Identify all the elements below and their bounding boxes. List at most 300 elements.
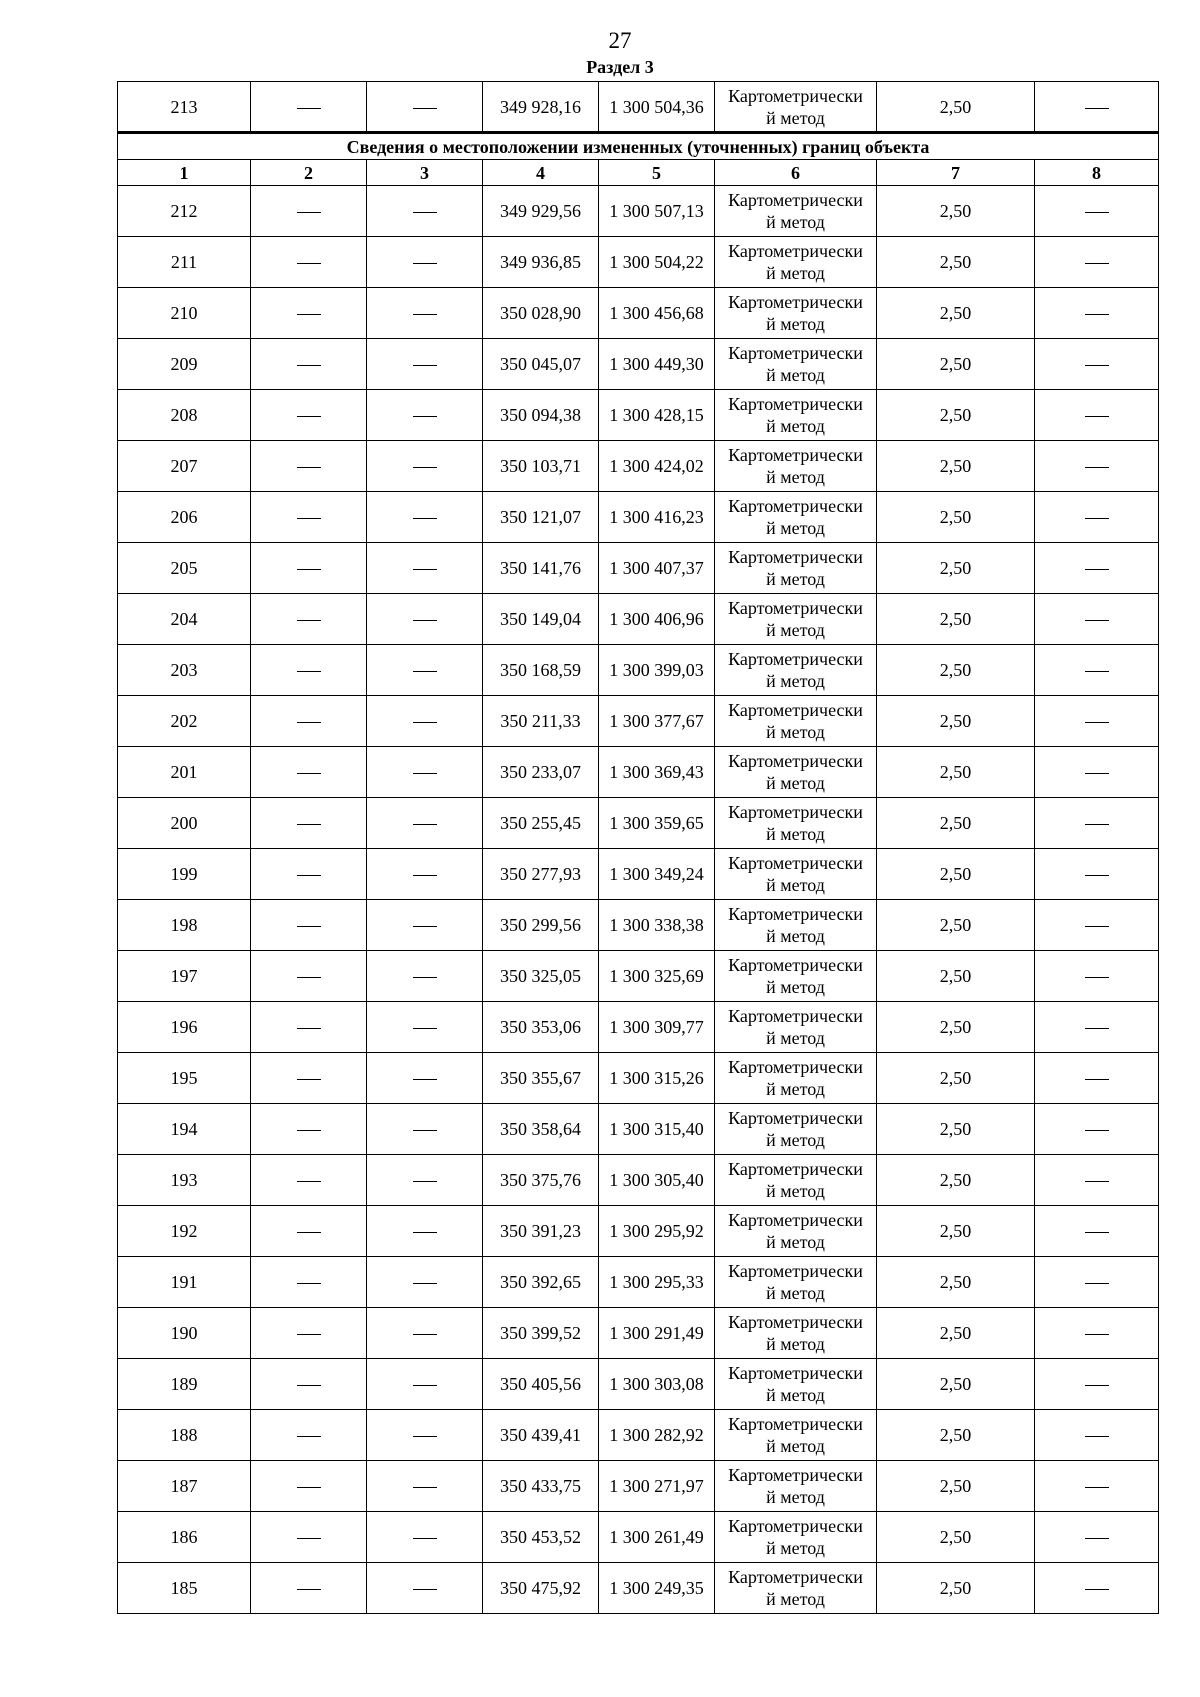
table-row [118, 1002, 1159, 1053]
y-coordinate: 1 300 261,49 [599, 1512, 715, 1563]
y-coordinate: 1 300 309,77 [599, 1002, 715, 1053]
method-line-1: Картометрически [728, 1159, 863, 1179]
dash-mark [297, 1487, 321, 1488]
y-coordinate: 1 300 303,08 [599, 1359, 715, 1410]
method-line-1: Картометрически [728, 1057, 863, 1077]
empty-cell-dash [367, 492, 483, 543]
method-line-2: й метод [766, 1028, 825, 1048]
y-coordinate: 1 300 369,43 [599, 747, 715, 798]
dash-mark [297, 824, 321, 825]
point-number: 202 [118, 696, 251, 747]
dash-mark [413, 1589, 437, 1590]
x-coordinate: 350 103,71 [483, 441, 599, 492]
method-line-1: Картометрически [728, 1363, 863, 1383]
empty-cell-dash [251, 594, 367, 645]
empty-cell-dash [367, 1155, 483, 1206]
table-row [118, 798, 1159, 849]
x-coordinate: 350 391,23 [483, 1206, 599, 1257]
column-number-1: 1 [118, 160, 251, 186]
dash-mark [413, 416, 437, 417]
y-coordinate: 1 300 507,13 [599, 186, 715, 237]
empty-cell-dash [1035, 1563, 1159, 1614]
method-line-1: Картометрически [728, 1312, 863, 1332]
dash-mark [297, 467, 321, 468]
accuracy-value: 2,50 [877, 696, 1035, 747]
y-coordinate: 1 300 315,40 [599, 1104, 715, 1155]
empty-cell-dash [367, 1002, 483, 1053]
accuracy-value: 2,50 [877, 1155, 1035, 1206]
empty-cell-dash [251, 1512, 367, 1563]
x-coordinate: 350 277,93 [483, 849, 599, 900]
empty-cell-dash [1035, 82, 1159, 133]
empty-cell-dash [1035, 543, 1159, 594]
empty-cell-dash [367, 1104, 483, 1155]
y-coordinate: 1 300 315,26 [599, 1053, 715, 1104]
table-row [118, 900, 1159, 951]
empty-cell-dash [1035, 951, 1159, 1002]
table-row [118, 1563, 1159, 1614]
accuracy-value: 2,50 [877, 339, 1035, 390]
x-coordinate: 350 353,06 [483, 1002, 599, 1053]
empty-cell-dash [1035, 1002, 1159, 1053]
method-line-1: Картометрически [728, 700, 863, 720]
accuracy-value: 2,50 [877, 543, 1035, 594]
dash-mark [1085, 1028, 1109, 1029]
dash-mark [413, 722, 437, 723]
dash-mark [1085, 671, 1109, 672]
dash-mark [413, 518, 437, 519]
accuracy-value: 2,50 [877, 288, 1035, 339]
empty-cell-dash [251, 696, 367, 747]
empty-cell-dash [367, 441, 483, 492]
method-cell [715, 390, 877, 441]
empty-cell-dash [251, 900, 367, 951]
accuracy-value: 2,50 [877, 951, 1035, 1002]
method-line-1: Картометрически [728, 1006, 863, 1026]
empty-cell-dash [251, 441, 367, 492]
y-coordinate: 1 300 407,37 [599, 543, 715, 594]
point-number: 188 [118, 1410, 251, 1461]
empty-cell-dash [367, 390, 483, 441]
y-coordinate: 1 300 416,23 [599, 492, 715, 543]
table-row [118, 1359, 1159, 1410]
accuracy-value: 2,50 [877, 1563, 1035, 1614]
dash-mark [1085, 569, 1109, 570]
empty-cell-dash [367, 543, 483, 594]
y-coordinate: 1 300 377,67 [599, 696, 715, 747]
point-number: 192 [118, 1206, 251, 1257]
empty-cell-dash [251, 390, 367, 441]
point-number: 199 [118, 849, 251, 900]
dash-mark [413, 773, 437, 774]
x-coordinate: 350 211,33 [483, 696, 599, 747]
point-number: 194 [118, 1104, 251, 1155]
point-number: 185 [118, 1563, 251, 1614]
dash-mark [413, 1028, 437, 1029]
method-cell [715, 951, 877, 1002]
table-row [118, 1155, 1159, 1206]
empty-cell-dash [367, 645, 483, 696]
empty-cell-dash [1035, 1104, 1159, 1155]
point-number: 204 [118, 594, 251, 645]
dash-mark [413, 1232, 437, 1233]
accuracy-value: 2,50 [877, 1002, 1035, 1053]
empty-cell-dash [1035, 1308, 1159, 1359]
method-cell [715, 1053, 877, 1104]
method-cell [715, 798, 877, 849]
dash-mark [297, 314, 321, 315]
dash-mark [1085, 620, 1109, 621]
accuracy-value: 2,50 [877, 1053, 1035, 1104]
x-coordinate: 349 928,16 [483, 82, 599, 133]
method-cell [715, 1104, 877, 1155]
table-caption: Сведения о местоположении измененных (уточненных) границ объекта [118, 133, 1159, 160]
method-line-1: Картометрически [728, 904, 863, 924]
table-row [118, 288, 1159, 339]
dash-mark [1085, 1232, 1109, 1233]
point-number: 200 [118, 798, 251, 849]
empty-cell-dash [251, 339, 367, 390]
empty-cell-dash [251, 849, 367, 900]
x-coordinate: 350 405,56 [483, 1359, 599, 1410]
column-number-2: 2 [251, 160, 367, 186]
table-row [118, 543, 1159, 594]
dash-mark [297, 875, 321, 876]
empty-cell-dash [251, 237, 367, 288]
empty-cell-dash [251, 1257, 367, 1308]
y-coordinate: 1 300 456,68 [599, 288, 715, 339]
table-row [118, 747, 1159, 798]
empty-cell-dash [1035, 747, 1159, 798]
method-line-1: Картометрически [728, 598, 863, 618]
dash-mark [297, 518, 321, 519]
dash-mark [413, 671, 437, 672]
method-line-2: й метод [766, 1487, 825, 1507]
x-coordinate: 350 141,76 [483, 543, 599, 594]
method-line-1: Картометрически [728, 394, 863, 414]
dash-mark [1085, 108, 1109, 109]
dash-mark [297, 263, 321, 264]
x-coordinate: 350 375,76 [483, 1155, 599, 1206]
empty-cell-dash [251, 1461, 367, 1512]
dash-mark [413, 1130, 437, 1131]
method-cell [715, 82, 877, 133]
method-cell [715, 1206, 877, 1257]
x-coordinate: 350 325,05 [483, 951, 599, 1002]
empty-cell-dash [1035, 237, 1159, 288]
empty-cell-dash [1035, 186, 1159, 237]
empty-cell-dash [1035, 441, 1159, 492]
method-line-2: й метод [766, 212, 825, 232]
method-line-2: й метод [766, 773, 825, 793]
empty-cell-dash [1035, 1257, 1159, 1308]
dash-mark [297, 1385, 321, 1386]
dash-mark [297, 1232, 321, 1233]
empty-cell-dash [1035, 1359, 1159, 1410]
x-coordinate: 350 233,07 [483, 747, 599, 798]
empty-cell-dash [367, 798, 483, 849]
method-line-1: Картометрически [728, 292, 863, 312]
dash-mark [297, 569, 321, 570]
method-cell [715, 900, 877, 951]
method-line-1: Картометрически [728, 190, 863, 210]
table-row [118, 1206, 1159, 1257]
column-number-5: 5 [599, 160, 715, 186]
method-cell [715, 645, 877, 696]
x-coordinate: 350 433,75 [483, 1461, 599, 1512]
x-coordinate: 350 168,59 [483, 645, 599, 696]
x-coordinate: 350 255,45 [483, 798, 599, 849]
y-coordinate: 1 300 504,22 [599, 237, 715, 288]
empty-cell-dash [1035, 900, 1159, 951]
table-row [118, 1461, 1159, 1512]
y-coordinate: 1 300 338,38 [599, 900, 715, 951]
dash-mark [413, 1436, 437, 1437]
method-line-1: Картометрически [728, 853, 863, 873]
column-number-7: 7 [877, 160, 1035, 186]
empty-cell-dash [251, 951, 367, 1002]
empty-cell-dash [1035, 390, 1159, 441]
method-line-2: й метод [766, 365, 825, 385]
y-coordinate: 1 300 282,92 [599, 1410, 715, 1461]
dash-mark [1085, 467, 1109, 468]
method-line-1: Картометрически [728, 343, 863, 363]
point-number: 198 [118, 900, 251, 951]
dash-mark [297, 773, 321, 774]
method-line-1: Картометрически [728, 955, 863, 975]
dash-mark [1085, 1538, 1109, 1539]
method-cell [715, 441, 877, 492]
method-cell [715, 492, 877, 543]
dash-mark [1085, 263, 1109, 264]
method-line-1: Картометрически [728, 802, 863, 822]
empty-cell-dash [367, 339, 483, 390]
dash-mark [297, 1130, 321, 1131]
method-cell [715, 1002, 877, 1053]
dash-mark [1085, 1385, 1109, 1386]
method-line-2: й метод [766, 314, 825, 334]
method-cell [715, 594, 877, 645]
dash-mark [1085, 1334, 1109, 1335]
table-row [118, 645, 1159, 696]
table-row [118, 951, 1159, 1002]
method-line-2: й метод [766, 1589, 825, 1609]
page-number: 27 [608, 28, 632, 53]
dash-mark [1085, 1589, 1109, 1590]
x-coordinate: 350 358,64 [483, 1104, 599, 1155]
empty-cell-dash [367, 594, 483, 645]
column-number-3: 3 [367, 160, 483, 186]
table-row [118, 492, 1159, 543]
accuracy-value: 2,50 [877, 1206, 1035, 1257]
dash-mark [297, 1283, 321, 1284]
method-cell [715, 1155, 877, 1206]
empty-cell-dash [251, 1563, 367, 1614]
method-cell [715, 543, 877, 594]
method-line-2: й метод [766, 977, 825, 997]
method-line-1: Картометрически [728, 1108, 863, 1128]
empty-cell-dash [251, 1410, 367, 1461]
x-coordinate: 350 028,90 [483, 288, 599, 339]
method-cell [715, 1563, 877, 1614]
method-line-1: Картометрически [728, 1414, 863, 1434]
dash-mark [297, 1079, 321, 1080]
y-coordinate: 1 300 291,49 [599, 1308, 715, 1359]
dash-mark [413, 365, 437, 366]
method-line-2: й метод [766, 1181, 825, 1201]
dash-mark [1085, 416, 1109, 417]
dash-mark [1085, 518, 1109, 519]
empty-cell-dash [1035, 1155, 1159, 1206]
accuracy-value: 2,50 [877, 492, 1035, 543]
method-cell [715, 186, 877, 237]
table-row [118, 1308, 1159, 1359]
method-line-2: й метод [766, 263, 825, 283]
table-row [118, 186, 1159, 237]
point-number: 210 [118, 288, 251, 339]
dash-mark [1085, 773, 1109, 774]
y-coordinate: 1 300 428,15 [599, 390, 715, 441]
dash-mark [413, 263, 437, 264]
empty-cell-dash [1035, 1410, 1159, 1461]
point-number: 213 [118, 82, 251, 133]
y-coordinate: 1 300 504,36 [599, 82, 715, 133]
table-row [118, 1104, 1159, 1155]
y-coordinate: 1 300 349,24 [599, 849, 715, 900]
x-coordinate: 350 399,52 [483, 1308, 599, 1359]
dash-mark [1085, 1283, 1109, 1284]
y-coordinate: 1 300 449,30 [599, 339, 715, 390]
method-cell [715, 849, 877, 900]
dash-mark [297, 1436, 321, 1437]
y-coordinate: 1 300 295,92 [599, 1206, 715, 1257]
method-line-2: й метод [766, 1385, 825, 1405]
method-line-1: Картометрически [728, 1516, 863, 1536]
dash-mark [1085, 212, 1109, 213]
dash-mark [297, 671, 321, 672]
method-cell [715, 1257, 877, 1308]
x-coordinate: 350 149,04 [483, 594, 599, 645]
table-row [118, 1053, 1159, 1104]
empty-cell-dash [367, 186, 483, 237]
method-line-1: Картометрически [728, 1567, 863, 1587]
empty-cell-dash [367, 900, 483, 951]
empty-cell-dash [251, 1104, 367, 1155]
method-line-2: й метод [766, 1334, 825, 1354]
dash-mark [1085, 1130, 1109, 1131]
dash-mark [413, 1538, 437, 1539]
empty-cell-dash [367, 288, 483, 339]
method-line-2: й метод [766, 1538, 825, 1558]
empty-cell-dash [367, 1257, 483, 1308]
empty-cell-dash [1035, 492, 1159, 543]
empty-cell-dash [367, 1461, 483, 1512]
x-coordinate: 350 475,92 [483, 1563, 599, 1614]
dash-mark [413, 1181, 437, 1182]
y-coordinate: 1 300 295,33 [599, 1257, 715, 1308]
method-cell [715, 696, 877, 747]
empty-cell-dash [251, 1206, 367, 1257]
empty-cell-dash [1035, 1512, 1159, 1563]
dash-mark [1085, 1487, 1109, 1488]
column-number-8: 8 [1035, 160, 1159, 186]
point-number: 191 [118, 1257, 251, 1308]
method-line-1: Картометрически [728, 445, 863, 465]
x-coordinate: 350 439,41 [483, 1410, 599, 1461]
column-number-6: 6 [715, 160, 877, 186]
method-line-2: й метод [766, 1436, 825, 1456]
accuracy-value: 2,50 [877, 1104, 1035, 1155]
accuracy-value: 2,50 [877, 900, 1035, 951]
empty-cell-dash [251, 1359, 367, 1410]
empty-cell-dash [367, 1308, 483, 1359]
empty-cell-dash [367, 82, 483, 133]
point-number: 190 [118, 1308, 251, 1359]
table-row [118, 237, 1159, 288]
empty-cell-dash [1035, 1053, 1159, 1104]
method-line-1: Картометрически [728, 751, 863, 771]
point-number: 212 [118, 186, 251, 237]
x-coordinate: 349 929,56 [483, 186, 599, 237]
empty-cell-dash [367, 849, 483, 900]
dash-mark [1085, 1436, 1109, 1437]
x-coordinate: 350 121,07 [483, 492, 599, 543]
dash-mark [413, 1487, 437, 1488]
empty-cell-dash [251, 798, 367, 849]
dash-mark [413, 1334, 437, 1335]
method-line-1: Картометрически [728, 547, 863, 567]
dash-mark [1085, 314, 1109, 315]
dash-mark [413, 467, 437, 468]
dash-mark [413, 314, 437, 315]
point-number: 208 [118, 390, 251, 441]
empty-cell-dash [251, 82, 367, 133]
empty-cell-dash [1035, 339, 1159, 390]
method-cell [715, 1461, 877, 1512]
y-coordinate: 1 300 424,02 [599, 441, 715, 492]
method-line-2: й метод [766, 722, 825, 742]
dash-mark [413, 1283, 437, 1284]
accuracy-value: 2,50 [877, 747, 1035, 798]
table-row [118, 390, 1159, 441]
method-line-1: Картометрически [728, 85, 863, 106]
table-row [118, 82, 1159, 133]
dash-mark [413, 620, 437, 621]
method-cell [715, 339, 877, 390]
dash-mark [413, 569, 437, 570]
empty-cell-dash [251, 543, 367, 594]
coordinates-table [117, 81, 1159, 1614]
empty-cell-dash [1035, 1206, 1159, 1257]
method-line-2: й метод [766, 416, 825, 436]
dash-mark [1085, 722, 1109, 723]
x-coordinate: 350 355,67 [483, 1053, 599, 1104]
accuracy-value: 2,50 [877, 1461, 1035, 1512]
dash-mark [297, 416, 321, 417]
dash-mark [1085, 926, 1109, 927]
point-number: 193 [118, 1155, 251, 1206]
point-number: 203 [118, 645, 251, 696]
point-number: 195 [118, 1053, 251, 1104]
empty-cell-dash [251, 1308, 367, 1359]
empty-cell-dash [367, 1359, 483, 1410]
accuracy-value: 2,50 [877, 1359, 1035, 1410]
x-coordinate: 350 392,65 [483, 1257, 599, 1308]
method-line-1: Картометрически [728, 1210, 863, 1230]
method-line-1: Картометрически [728, 649, 863, 669]
empty-cell-dash [1035, 798, 1159, 849]
method-line-2: й метод [766, 1079, 825, 1099]
